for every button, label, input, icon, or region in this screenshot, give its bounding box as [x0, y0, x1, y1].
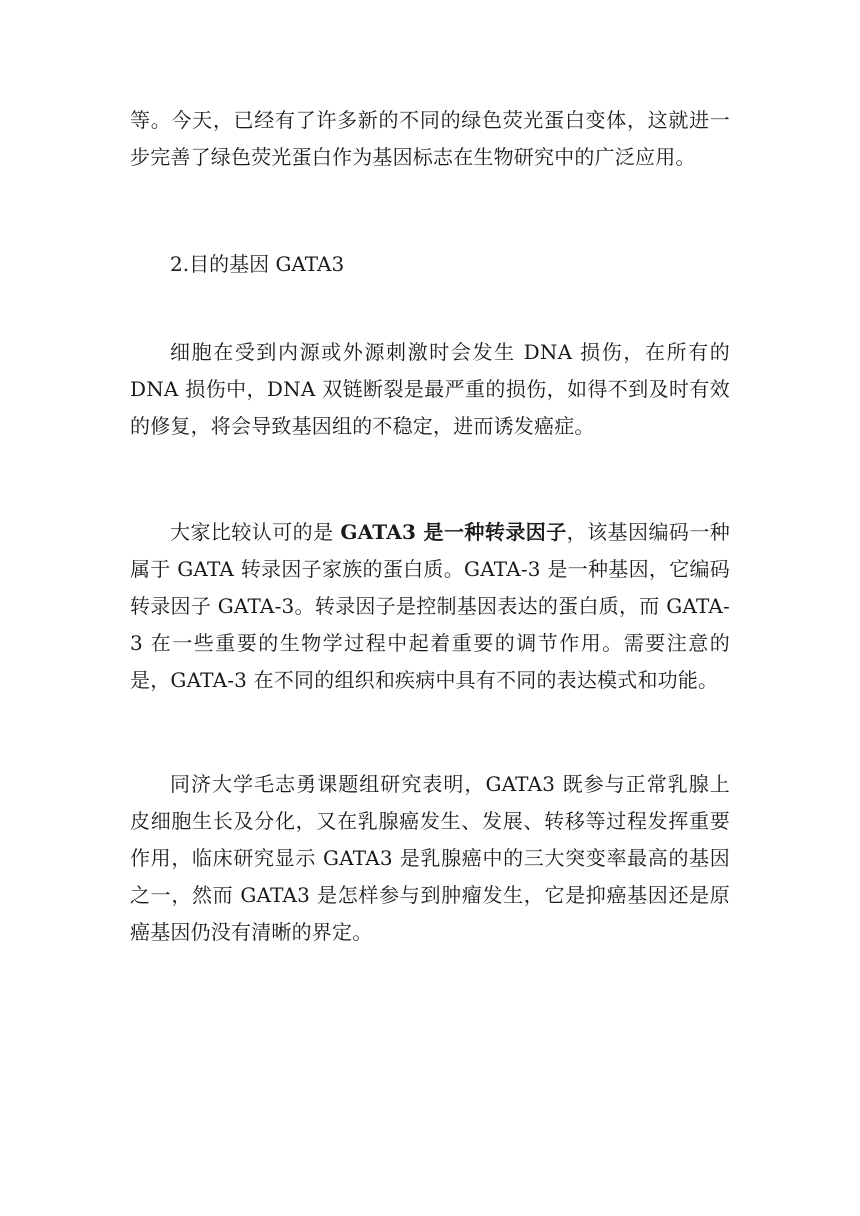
section-heading-target-gene: 2.目的基因 GATA3: [170, 252, 345, 276]
emphasis-gata3-transcription-factor: GATA3 是一种转录因子: [340, 520, 567, 544]
paragraph-gfp-variants: 等。今天，已经有了许多新的不同的绿色荧光蛋白变体，这就进一步完善了绿色荧光蛋白作为基因标志在生物研究中的广泛应用。: [130, 108, 730, 169]
paragraph-tongji-research: 同济大学毛志勇课题组研究表明，GATA3 既参与正常乳腺上皮细胞生长及分化，又在乳腺癌发生、发展、转移等过程发挥重要作用，临床研究显示 GATA3 是乳腺癌中的三大突变率最高的基因之一，然而 GATA3 是怎样参与到肿瘤发生，它是抑癌基因还是原癌基因仍没有清晰的界定。: [130, 772, 730, 944]
paragraph-dna-damage: 细胞在受到内源或外源刺激时会发生 DNA 损伤，在所有的 DNA 损伤中，DNA 双链断裂是最严重的损伤，如得不到及时有效的修复，将会导致基因组的不稳定，进而诱发癌症。: [130, 340, 730, 438]
paragraph-gata3-transcription-factor: [130, 514, 730, 699]
paragraph-lead-text: 大家比较认可的是: [170, 520, 341, 544]
paragraph-rest-text: ，该基因编码一种属于 GATA 转录因子家族的蛋白质。GATA-3 是一种基因，它编码转录因子 GATA-3。转录因子是控制基因表达的蛋白质，而 GATA-3 在一些重要的生物学过程中起着重要的调节作用。需要注意的是，GATA-3 在不同的组织和疾病中具有不同的表达模式和功能。: [130, 520, 730, 692]
